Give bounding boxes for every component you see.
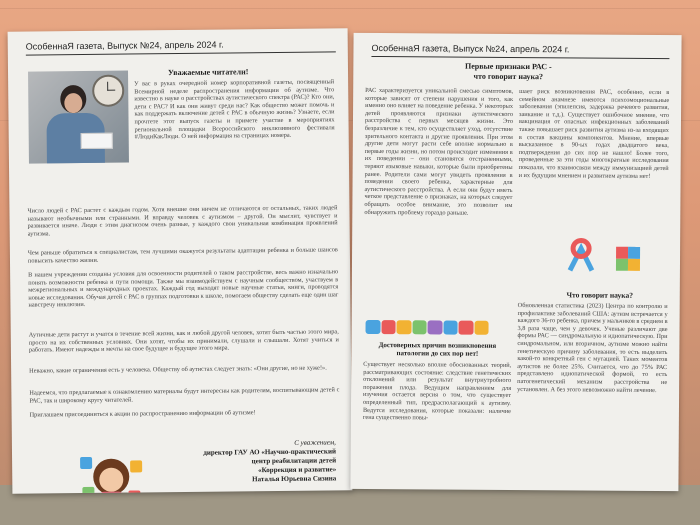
paragraph-4: Аутичные дети растут и учатся в течение всей жизни, как и любой другой человек, хотят быть частью этого мира, просто на их собственных условиях. Они хотят, чтобы их принимали, слушали и слышали. Хотят учиться и работать. Имеют надежды и мечты на свое будущее и будущее этого мира.: [28, 328, 339, 354]
right-page: [350, 33, 681, 491]
paragraph-5: Неважно, какие ограничения есть у человека. Обществу об аутистах следует знать: «Они другие, но не хуже!».: [29, 364, 327, 375]
child-illustration-icon: [76, 446, 147, 493]
paragraph-2: Чем раньше обратиться к специалистам, тем лучшими окажутся результаты адаптации ребенка и больше шансов повысить качество жизни.: [27, 246, 338, 265]
intro-text: У вас в руках очередной номер корпоративной газеты, посвященный Всемирной неделе распространения информации об аутизме. Что известно в науке о расстройствах аутистического спектра (РАС)? Кто они, дети с РАС? И как они живут среди нас? Как общество может помочь и как поддержать включение детей с РАС в обычную жизнь? Узнаете, если прочтете этот выпуск газеты и примете участие в мероприятиях региональной площадки Всероссийского инклюзивного фестиваля #ЛюдиКакЛюди. О ней информация на страницах номера.: [134, 78, 335, 141]
paragraph-3: В нашем учреждении созданы условия для освоенности родителей о таком расстройстве, весь важно изначально понять возможности ребенка и пути помощи. Также мы взаимодействуем с научным сообществом, участвуем в межрегиональных и международных проектах. Каждый год выходят новые научные статьи, книги, проводятся новые исследования. Обучая детей с РАС в группах подготовки к школе, помогаем обществу сделать еще один шаг навстречу инклюзии.: [28, 268, 339, 309]
signature-line-2: директор ГАУ АО «Научно-практический: [203, 447, 337, 457]
signature-line-4: «Коррекция и развитие»: [258, 465, 337, 475]
clock-icon: [92, 75, 124, 107]
paragraph-1: Число людей с РАС растет с каждым годом. Хотя внешне они ничем не отличаются от остальных, таких людей называют необычными или странными. И вправду человек с аутизмом – другой. Он мыслит, чувствует и развивается иначе. Люди с этим диагнозом очень разные, у каждого свои уникальная комбинация проявлений аутизма.: [27, 204, 338, 238]
puzzle-strip-icon: [365, 320, 489, 335]
article-title-line-1: Первые признаки РАС -: [464, 61, 552, 72]
article-title: [423, 61, 593, 82]
director-photo: [28, 71, 129, 164]
greeting-title: Уважаемые читатели!: [167, 67, 249, 78]
column-2-stats-text: Обновленная статистика (2023) Центра по контролю и профилактике заболеваний США: аутизм встречается у каждого 36-го ребенка, причем у мальчиков в среднем в 3,8 раза чаще, чем у девочек. Ученые различают две формы РАС — синдромальную и идиопатическую. При синдромальном, или вторичном, аутизме можно найти генетическую причину заболевания, то есть выделить какой-то конкретный ген с мутацией. Таких моментов аутистов не более 25%. Считается, что до 75% РАС представлено идиопатической формой, то есть патогенетический механизм расстройства не установлен. А без этого невозможно найти лечение.: [517, 302, 668, 394]
paragraph-7: Приглашаем присоединиться к акции по распространению информации об аутизме!: [29, 409, 256, 419]
column-1-causes-text: Существует несколько вполне обоснованных теорий, рассматривающих состояние: следствие генетических отклонений или результат внутриутробного поражения плода. Ведущим направлением для изучения остается версия о том, что существует определенный тип, предрасполагающий к аутизму. Ведутся исследования, которые показали: наличие гена существенно повы-: [362, 360, 512, 422]
page-header: ОсобеннаЯ газета, Выпуск №24, апрель 2024 г.: [371, 43, 669, 59]
paragraph-6: Надеемся, что предлагаемые к ознакомлению материалы будут интересны как родителям, воспитывающим детей с РАС, так и широкому кругу читателей.: [29, 386, 340, 405]
signature-line-3: центр реабилитации детей: [251, 456, 337, 466]
left-page: [8, 28, 353, 494]
signature-block: [203, 438, 336, 484]
causes-title: Достоверных причин возникновения патологии до сих пор нет!: [378, 341, 497, 358]
page-header: ОсобеннаЯ газета, Выпуск №24, апрель 2024 г.: [26, 38, 336, 55]
signature-line-1: С уважением,: [294, 438, 336, 447]
column-1-text: РАС характеризуется уникальной смесью симптомов, которые зависят от степени нарушения и того, как именно оно влияет на поведение ребенка. У некоторых детей проявляются признаки аутистического расстройства с первых месяцев жизни. Это безразличие к тем, кто осуществляет уход, отсутствие зрительного контакта и другие проявления. При этом другие дети могут расти себе вполне нормально в первые годы жизни, но потом происходит изменения в их поведении – они становятся отстраненными, теряют языковые навыки, которые были приобретены ранее. Родители сами могут увидеть проявления в поведении своего ребенка, характерные для аутистического расстройства. А если они будут иметь четкое представление о признаках, на которых следует обращать особое внимание, это позволит им обнаружить проблему гораздо раньше.: [364, 86, 514, 217]
column-2-text: шает риск возникновения РАС, особенно, если в семейном анамнезе имеются психоэмоциональные заболевания (эпилепсия, задержка речевого развития, заикание и т.д.). Существует ошибочное мнение, что вакцинация от опасных инфекционных заболеваний также повышает риск развития аутизма из-за входящих в состав вакцины компонентов. Мнение, впервые высказанное в 90-ых годах двадцатого века, подтверждения до сих пор не нашло! Более того, проведенные за эти годы многократные исследования показали, что взаимосвязи между иммунизацией детей и их будущим мнением и развитием аутизма нет!: [518, 88, 670, 180]
science-title: Что говорит наука?: [566, 290, 634, 300]
article-title-line-2: что говорит наука?: [473, 71, 544, 82]
signature-line-5: Наталья Юрьевна Сизина: [252, 474, 337, 484]
awareness-ribbon-icon: [562, 236, 600, 274]
puzzle-heart-icon: [614, 245, 642, 273]
